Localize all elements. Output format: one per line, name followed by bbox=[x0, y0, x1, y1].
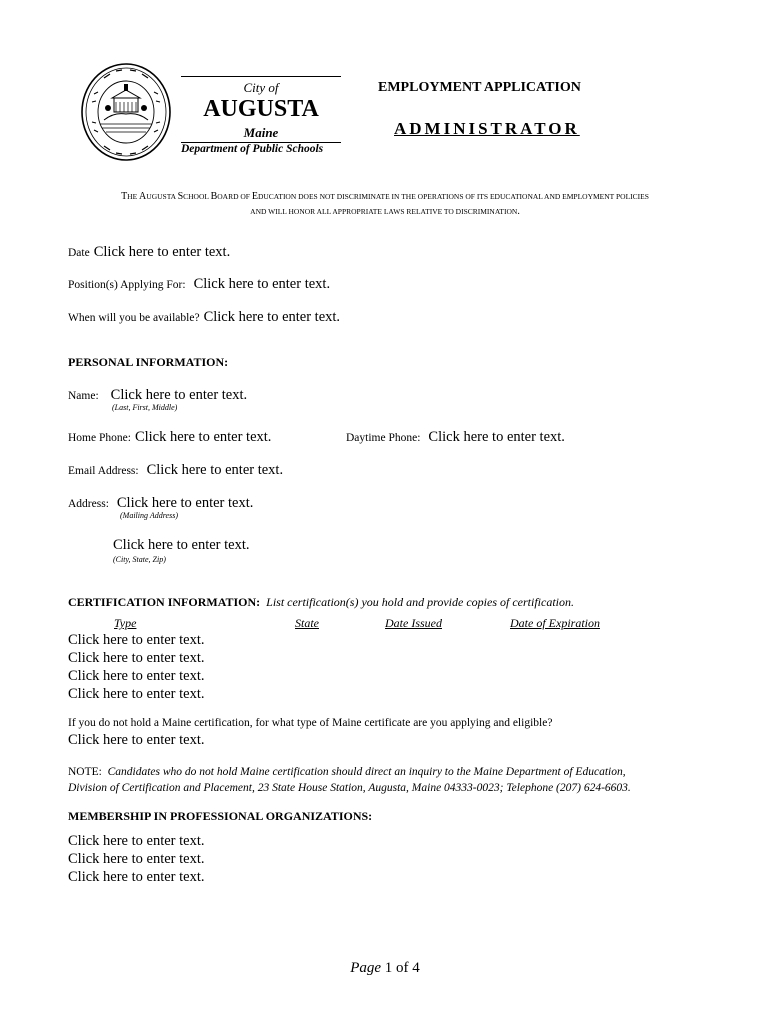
city-state-zip-hint: (City, State, Zip) bbox=[113, 555, 166, 564]
nondiscrimination-notice-line2: AND WILL HONOR ALL APPROPRIATE LAWS RELATIVE TO DISCRIMINATION. bbox=[250, 206, 520, 217]
name-label: Name: bbox=[68, 390, 99, 402]
home-phone-field[interactable]: Click here to enter text. bbox=[134, 429, 272, 445]
maine-cert-field[interactable]: Click here to enter text. bbox=[68, 732, 205, 748]
date-row bbox=[68, 243, 230, 261]
note-label: NOTE: bbox=[68, 766, 102, 778]
email-field[interactable]: Click here to enter text. bbox=[146, 462, 284, 478]
header-rule-top bbox=[181, 76, 341, 77]
certification-instruction: List certification(s) you hold and provide copies of certification. bbox=[266, 595, 574, 609]
available-field[interactable]: Click here to enter text. bbox=[203, 309, 341, 325]
augusta-school-seal bbox=[80, 62, 172, 162]
address-field[interactable]: Click here to enter text. bbox=[116, 495, 254, 511]
name-hint: (Last, First, Middle) bbox=[112, 403, 178, 412]
certification-note bbox=[68, 764, 631, 796]
email-label: Email Address: bbox=[68, 465, 139, 477]
date-field[interactable]: Click here to enter text. bbox=[93, 244, 231, 260]
daytime-phone-label: Daytime Phone: bbox=[346, 432, 421, 444]
address-row bbox=[68, 494, 253, 512]
email-row bbox=[68, 461, 283, 479]
city-name: AUGUSTA bbox=[203, 96, 319, 122]
form-title: EMPLOYMENT APPLICATION bbox=[378, 80, 581, 95]
department-name: Department of Public Schools bbox=[181, 143, 324, 155]
role-title: ADMINISTRATOR bbox=[394, 119, 580, 138]
name-row bbox=[68, 386, 247, 404]
cert-entry-field[interactable]: Click here to enter text. bbox=[68, 686, 205, 702]
certification-heading: CERTIFICATION INFORMATION: bbox=[68, 595, 261, 609]
nondiscrimination-notice-line1: THE AUGUSTA SCHOOL BOARD OF EDUCATION DOES NOT DISCRIMINATE IN THE OPERATIONS OF ITS EDUCATIONAL AND EMPLOYMENT POLICIES bbox=[121, 191, 649, 202]
position-row bbox=[68, 275, 330, 293]
address-hint: (Mailing Address) bbox=[120, 511, 178, 520]
certification-heading-row bbox=[68, 595, 574, 610]
membership-heading: MEMBERSHIP IN PROFESSIONAL ORGANIZATIONS: bbox=[68, 809, 373, 823]
position-field[interactable]: Click here to enter text. bbox=[193, 276, 331, 292]
daytime-phone-field[interactable]: Click here to enter text. bbox=[428, 429, 565, 445]
available-label: When will you be available? bbox=[68, 312, 200, 324]
state-name: Maine bbox=[243, 125, 279, 140]
cert-col-date-expiration: Date of Expiration bbox=[510, 616, 600, 630]
cert-col-state: State bbox=[295, 616, 319, 630]
daytime-phone-row bbox=[346, 428, 565, 446]
available-row bbox=[68, 308, 340, 326]
cert-entry-field[interactable]: Click here to enter text. bbox=[68, 668, 205, 684]
cert-entry-field[interactable]: Click here to enter text. bbox=[68, 650, 205, 666]
maine-cert-question: If you do not hold a Maine certification, for what type of Maine certificate are you applying and eligible? bbox=[68, 717, 553, 729]
address-label: Address: bbox=[68, 498, 109, 510]
cert-col-date-issued: Date Issued bbox=[385, 616, 442, 630]
home-phone-row bbox=[68, 428, 271, 446]
home-phone-label: Home Phone: bbox=[68, 432, 131, 444]
membership-entries bbox=[68, 832, 205, 886]
page-number: Page 1 of 4 bbox=[350, 960, 420, 976]
personal-info-heading: PERSONAL INFORMATION: bbox=[68, 355, 229, 369]
note-line1: NOTE: Candidates who do not hold Maine certification should direct an inquiry to the Maine Department of Education, bbox=[68, 766, 626, 778]
membership-entry-field[interactable]: Click here to enter text. bbox=[68, 833, 205, 849]
position-label: Position(s) Applying For: bbox=[68, 279, 186, 291]
membership-entry-field[interactable]: Click here to enter text. bbox=[68, 869, 205, 885]
city-state-zip-field[interactable]: Click here to enter text. bbox=[113, 537, 250, 553]
cert-col-type: Type bbox=[114, 616, 137, 630]
certification-entries bbox=[68, 631, 205, 703]
city-of-label: City of bbox=[243, 80, 279, 95]
name-field[interactable]: Click here to enter text. bbox=[110, 387, 248, 403]
cert-entry-field[interactable]: Click here to enter text. bbox=[68, 632, 205, 648]
date-label: Date bbox=[68, 247, 90, 259]
note-line2: Division of Certification and Placement, 23 State House Station, Augusta, Maine 04333-0023; Telephone (207) 624-6603. bbox=[68, 782, 631, 794]
membership-entry-field[interactable]: Click here to enter text. bbox=[68, 851, 205, 867]
